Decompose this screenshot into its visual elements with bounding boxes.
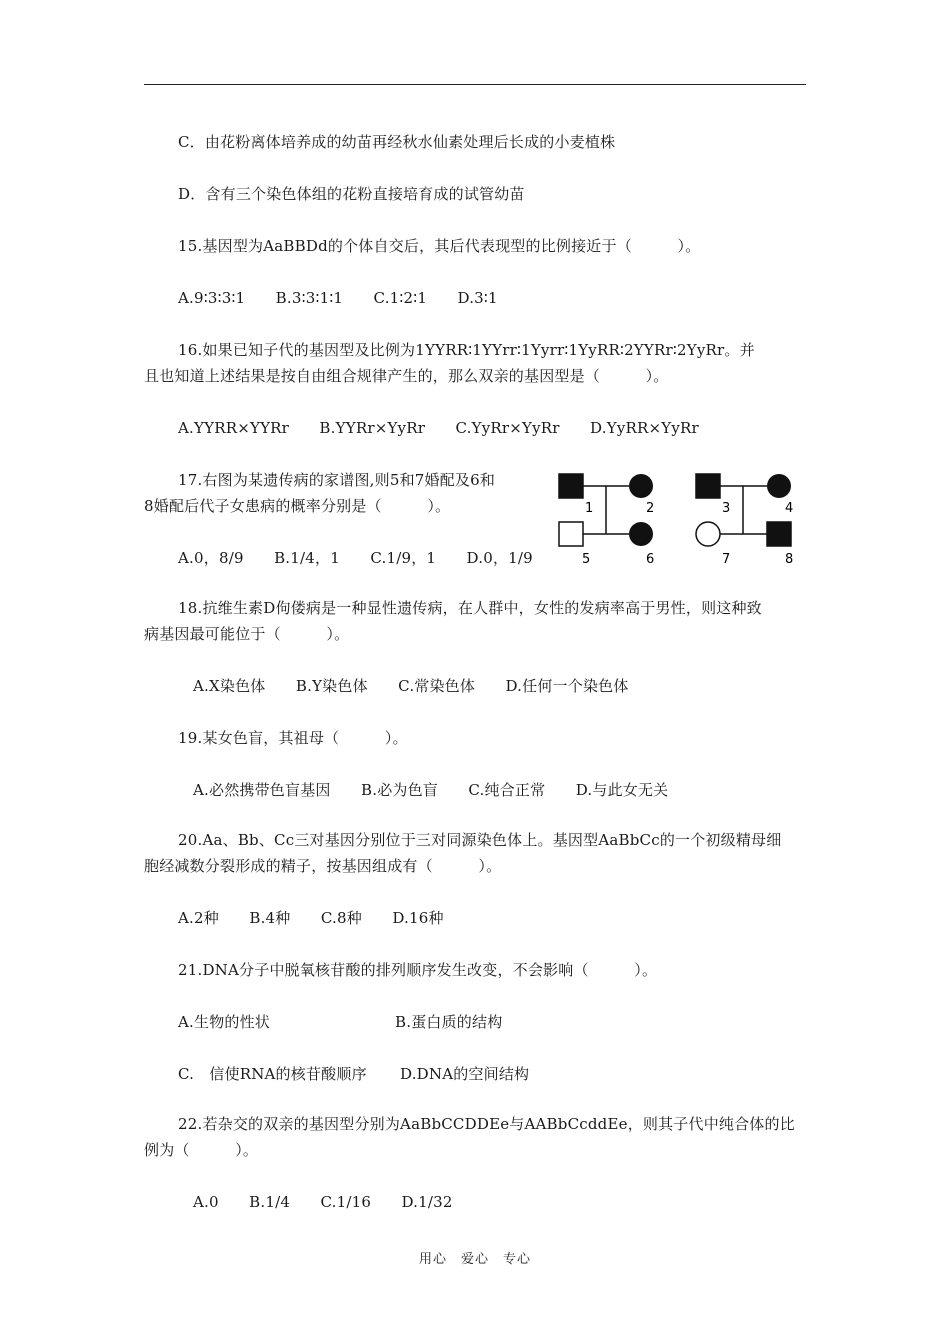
question-18-line-1: 18.抗维生素D佝偻病是一种显性遗传病，在人群中，女性的发病率高于男性，则这种致: [178, 599, 762, 617]
question-19-options: A.必然携带色盲基因 B.必为色盲 C.纯合正常 D.与此女无关: [193, 781, 669, 799]
individual-1-affected-male: [559, 474, 583, 498]
individual-5-normal-male: [559, 522, 583, 546]
question-17-line-1: 17.右图为某遗传病的家谱图,则5和7婚配及6和: [178, 471, 496, 489]
question-17-line-2: 8婚配后代子女患病的概率分别是（ ）。: [144, 497, 451, 515]
individual-3-affected-male: [696, 474, 720, 498]
pedigree-chart: [550, 462, 810, 572]
question-15-options: A.9∶3∶3∶1 B.3∶3∶1∶1 C.1∶2∶1 D.3∶1: [178, 289, 498, 307]
question-16-line-1: 16.如果已知子代的基因型及比例为1YYRR∶1YYrr∶1Yyrr∶1YyRR∶2YYRr∶2YyRr。并: [178, 341, 755, 359]
page-footer: 用心 爱心 专心: [418, 1252, 531, 1267]
question-15: 15.基因型为AaBBDd的个体自交后，其后代表现型的比例接近于（ ）。: [178, 237, 701, 255]
label-7: 7: [722, 552, 731, 567]
label-5: 5: [582, 552, 591, 567]
question-18-line-2: 病基因最可能位于（ ）。: [144, 625, 350, 643]
question-16-options: A.YYRR×YYRr B.YYRr×YyRr C.YyRr×YyRr D.YyRR×YyRr: [178, 419, 699, 437]
question-22-line-1: 22.若杂交的双亲的基因型分别为AaBbCCDDEe与AABbCcddEe，则其子代中纯合体的比: [178, 1115, 795, 1133]
question-21-option-b: B.蛋白质的结构: [395, 1013, 503, 1031]
label-4: 4: [785, 501, 794, 516]
question-20-options: A.2种 B.4种 C.8种 D.16种: [178, 909, 444, 927]
label-2: 2: [646, 501, 655, 516]
header-rule: [144, 84, 806, 85]
individual-2-affected-female: [629, 474, 653, 498]
question-21: 21.DNA分子中脱氧核苷酸的排列顺序发生改变，不会影响（ ）。: [178, 961, 658, 979]
question-22-options: A.0 B.1/4 C.1/16 D.1/32: [193, 1193, 453, 1211]
question-19: 19.某女色盲，其祖母（ ）。: [178, 729, 408, 747]
question-21-option-a: A.生物的性状: [178, 1013, 271, 1031]
individual-8-affected-male: [767, 522, 791, 546]
question-16-line-2: 且也知道上述结果是按自由组合规律产生的，那么双亲的基因型是（ ）。: [144, 367, 669, 385]
label-1: 1: [585, 501, 594, 516]
option-d-line: D．含有三个染色体组的花粉直接培育成的试管幼苗: [178, 185, 525, 203]
question-20-line-2: 胞经减数分裂形成的精子，按基因组成有（ ）。: [144, 857, 502, 875]
question-21-option-c: C. 信使RNA的核苷酸顺序: [178, 1065, 367, 1083]
individual-6-affected-female: [629, 522, 653, 546]
question-20-line-1: 20.Aa、Bb、Cc三对基因分别位于三对同源染色体上。基因型AaBbCc的一个初级精母细: [178, 831, 782, 849]
label-6: 6: [646, 552, 655, 567]
individual-7-normal-female: [696, 522, 720, 546]
question-17-options: A.0，8/9 B.1/4，1 C.1/9，1 D.0，1/9: [178, 549, 533, 567]
individual-4-affected-female: [767, 474, 791, 498]
question-22-line-2: 例为（ ）。: [144, 1141, 259, 1159]
option-c-line: C．由花粉离体培养成的幼苗再经秋水仙素处理后长成的小麦植株: [178, 133, 616, 151]
question-18-options: A.X染色体 B.Y染色体 C.常染色体 D.任何一个染色体: [193, 677, 629, 695]
label-3: 3: [722, 501, 731, 516]
label-8: 8: [785, 552, 794, 567]
question-21-option-d: D.DNA的空间结构: [400, 1065, 530, 1083]
